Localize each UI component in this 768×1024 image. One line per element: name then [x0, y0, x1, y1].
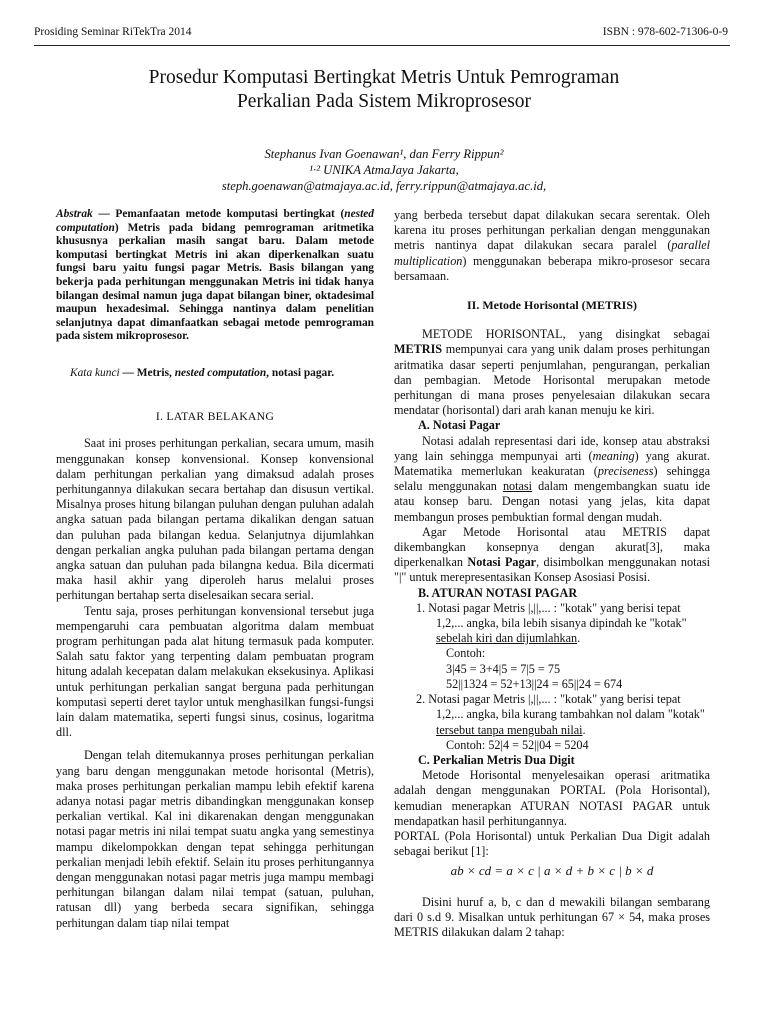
subsection-a-heading: A. Notasi Pagar — [418, 418, 501, 433]
abstract — [56, 208, 374, 344]
subsection-a-underlined: notasi — [502, 479, 533, 494]
example-1-line-2: 52||1324 = 52+13||24 = 65||24 = 674 — [446, 676, 623, 691]
author-names: Stephanus Ivan Goenawan¹, dan Ferry Rippun² — [264, 147, 504, 161]
subsection-a-p2-bold: Notasi Pagar — [467, 555, 537, 570]
keywords-label: Kata kunci — [70, 366, 120, 379]
section-2-paragraph — [394, 327, 710, 418]
subsection-a-text-2: ) yang akurat. Matematika memerlukan keakuratan ( — [394, 448, 710, 479]
header-rule — [34, 45, 730, 46]
subsection-a-text-3: ) sehingga selalu menggunakan — [394, 464, 710, 494]
subsection-a-text-4: dalam mengembangkan suatu ide atau konsep baru. Dengan notasi yang jelas, kita dapat membangun proses pembuktian formal dengan mudah. — [394, 479, 710, 524]
keywords-text-1: — Metris, — [119, 366, 175, 379]
subsection-a-p2-text-2: , disimbolkan menggunakan notasi "|" untuk merepresentasikan Konsep Asosiasi Posisi. — [394, 555, 710, 585]
body-paragraph-1: Saat ini proses perhitungan perkalian, secara umum, masih menggunakan konsep konvensional. Konsep konvensional dalam perhitungan perkalian yang dimaksud adalah proses perhitungannya dilakukan secara bertahap dan disusun vertikal. Misalnya proses hitung bilangan puluhan dengan puluhan adalah angka satuan pada bilangan pertama dikalikan dengan satuan dan puluhan pada bilangan kedua. Selanjutnya dijumlahkan dengan perkalian angka puluhan pada bilangan pertama dengan angka satuan dan puluhan pada bilangna kedua. Bila dicermati maka hasil akhir yang diperoleh harus melalui proses perhitungan bertahap serta diselesaikan secara serial. — [56, 436, 374, 603]
continued-emphasis: parallel multiplication — [394, 238, 710, 268]
subsection-a-emphasis-2: preciseness — [597, 464, 654, 479]
section-2-text-2: mempunyai cara yang unik dalam proses perhitungan aritmatika dasar seperti penjumlahan, pengurangan, perkalian dan pembagian. Metode Horisontal merupakan metode perhitungan di mana proses penyelesaian dilakukan secara mendatar (horisontal) dari arah kanan menuju ke kiri. — [394, 342, 710, 418]
subsection-a-paragraph-2 — [394, 525, 710, 586]
example-1-label: Contoh: — [446, 646, 486, 661]
right-column — [394, 208, 710, 940]
rule-2-end: . — [582, 722, 586, 737]
subsection-c-paragraph-2: PORTAL (Pola Horisontal) untuk Perkalian Dua Digit adalah sebagai berikut [1]: — [394, 828, 710, 859]
abstract-text-2: ) Metris pada bidang pemrograman aritmetika khususnya perkalian masih sangat baru. Dalam metode komputasi bertingkat Metris ini akan diperkenalkan suatu fungsi baru yaitu fungsi pagar Metris. Basis bilangan yang bekerja pada perhitungan menggunakan Metris ini tidak hanya bilangan desimal namun juga dapat bilangan biner, oktadesimal maupun hexadesimal. Sehingga nantinya dalam penelitian selanjutnya dapat dimanfaatkan sebagai metode pemrograman pada sistem mikroprosesor. — [56, 221, 374, 343]
section-1-heading — [56, 409, 374, 424]
subsection-a-p2-text-1: Agar Metode Horisontal atau METRIS dapat dikembangkan konsepnya dengan akurat[3], maka diperkenalkan — [394, 524, 710, 570]
example-1-line-1: 3|45 = 3+4|5 = 7|5 = 75 — [446, 661, 561, 676]
continued-text-1: yang berbeda tersebut dapat dilakukan secara serentak. Oleh karena itu proses perhitungan perkalian dengan menggunakan metris nantinya dapat dilakukan secara paralel ( — [394, 208, 710, 253]
closing-paragraph: Disini huruf a, b, c dan d mewakili bilangan sembarang dari 0 s.d 9. Misalkan untuk perhitungan 67 × 54, maka proses METRIS dilakukan dalam 2 tahap: — [394, 894, 710, 939]
example-2: Contoh: 52|4 = 52||04 = 5204 — [446, 737, 589, 752]
running-header-left: Prosiding Seminar RiTekTra 2014 — [34, 26, 192, 38]
author-affiliation: ¹·² UNIKA AtmaJaya Jakarta, — [309, 163, 459, 177]
continued-text-2: ) menggunakan beberapa mikro-prosesor secara bersamaan. — [394, 253, 710, 283]
keywords — [56, 366, 374, 381]
subsection-c-heading: C. Perkalian Metris Dua Digit — [418, 752, 575, 767]
author-emails: steph.goenawan@atmajaya.ac.id, ferry.rippun@atmajaya.ac.id, — [221, 179, 547, 193]
continued-paragraph — [394, 208, 710, 284]
rule-2-text: 2. Notasi pagar Metris |,||,... : "kotak" yang berisi tepat 1,2,... angka, bila kurang tambahkan nol dalam "kotak" — [416, 692, 705, 722]
section-1-word-1: ATAR — [173, 409, 208, 424]
subsection-b-heading: B. ATURAN NOTASI PAGAR — [418, 585, 578, 600]
subsection-a-emphasis-1: meaning — [592, 448, 635, 463]
section-1-word-2: ELAKANG — [215, 409, 275, 424]
abstract-text-1: — Pemanfaatan metode komputasi bertingkat ( — [98, 208, 345, 220]
subsection-a-paragraph-1 — [394, 434, 710, 525]
section-2-bold: METRIS — [394, 342, 443, 357]
author-block — [84, 146, 684, 194]
body-paragraph-3: Dengan telah ditemukannya proses perhitungan perkalian yang baru dengan menggunakan metode horisontal (Metris), maka proses perhitungan perkalian mampu lebih efektif karena adanya notasi pagar metris dibandingkan menggunakan konsep perkalian vertikal. Kal ini dikarenakan dengan menggunakan notasi pagar metris ini nilai tempat suatu angka yang semestinya mampu dikelompokkan dengan tepat sehingga perhitungan perkalian menjadi lebih efektif. Selain itu proses perhitungannya dengan menggunakan notasi pagar metris juga mampu membagi perhitungan bilangan dalam nilai tempat (satuan, puluhan, ratusan dll) yang berbeda secara signifikan, sehingga perhitungan dalam tiap nilai tempat — [56, 748, 374, 930]
abstract-label: Abstrak — [56, 208, 93, 220]
body-paragraph-2: Tentu saja, proses perhitungan konvensional tersebut juga mempengaruhi cara pembuatan algoritma dalam membuat program perhitungan pada alat hitung termasuk pada komputer. Salah satu faktor yang terpenting dalam pembuatan program hitung adalah kecepatan dalam melakukan eksekusinya. Aplikasi untuk perhitungan perkalian sangat berguna pada perhitungan komputasi seperti deret taylor untuk menghasilkan fungsi-fungsi lain dalam matematika, seperti fungsi sinus, cosinus, logaritma dll. — [56, 603, 374, 740]
rule-1 — [416, 601, 710, 647]
title-line-2: Perkalian Pada Sistem Mikroprosesor — [236, 91, 532, 112]
keywords-text-2: , notasi pagar. — [266, 366, 335, 379]
rule-1-end: . — [577, 631, 581, 646]
left-column — [56, 208, 374, 931]
section-2-text-1: METODE HORISONTAL, yang disingkat sebagai — [422, 327, 710, 342]
rule-1-underlined: sebelah kiri dan dijumlahkan — [436, 631, 578, 646]
paper-title — [60, 66, 708, 114]
section-1-initial-2: B — [207, 409, 216, 424]
rule-2 — [416, 692, 710, 738]
title-line-1: Prosedur Komputasi Bertingkat Metris Untuk Pemrograman — [148, 67, 620, 88]
running-header-isbn: ISBN : 978-602-71306-0-9 — [602, 26, 728, 38]
subsection-a-text-1: Notasi adalah representasi dari ide, konsep atau abstraksi yang lain sehingga mempunyai arti ( — [394, 433, 710, 463]
section-1-number: I. — [155, 409, 167, 424]
abstract-emphasis: nested computation — [56, 208, 374, 234]
subsection-c-paragraph-1: Metode Horisontal menyelesaikan operasi aritmatika adalah dengan menggunakan PORTAL (Pola Horisontal), kemudian menerapkan ATURAN NOTASI PAGAR untuk mendapatkan hasil perhitungannya. — [394, 768, 710, 828]
keywords-emphasis: nested computation — [174, 366, 267, 379]
section-1-initial: L — [166, 409, 174, 424]
section-2-heading: II. Metode Horisontal (METRIS) — [467, 298, 637, 313]
rule-1-text: 1. Notasi pagar Metris |,||,... : "kotak" yang berisi tepat 1,2,... angka, bila lebih sisanya dipindah ke "kotak" — [416, 600, 687, 631]
portal-formula: ab × cd = a × c | a × d + b × c | b × d — [450, 863, 654, 879]
rule-2-underlined: tersebut tanpa mengubah nilai — [436, 722, 583, 737]
